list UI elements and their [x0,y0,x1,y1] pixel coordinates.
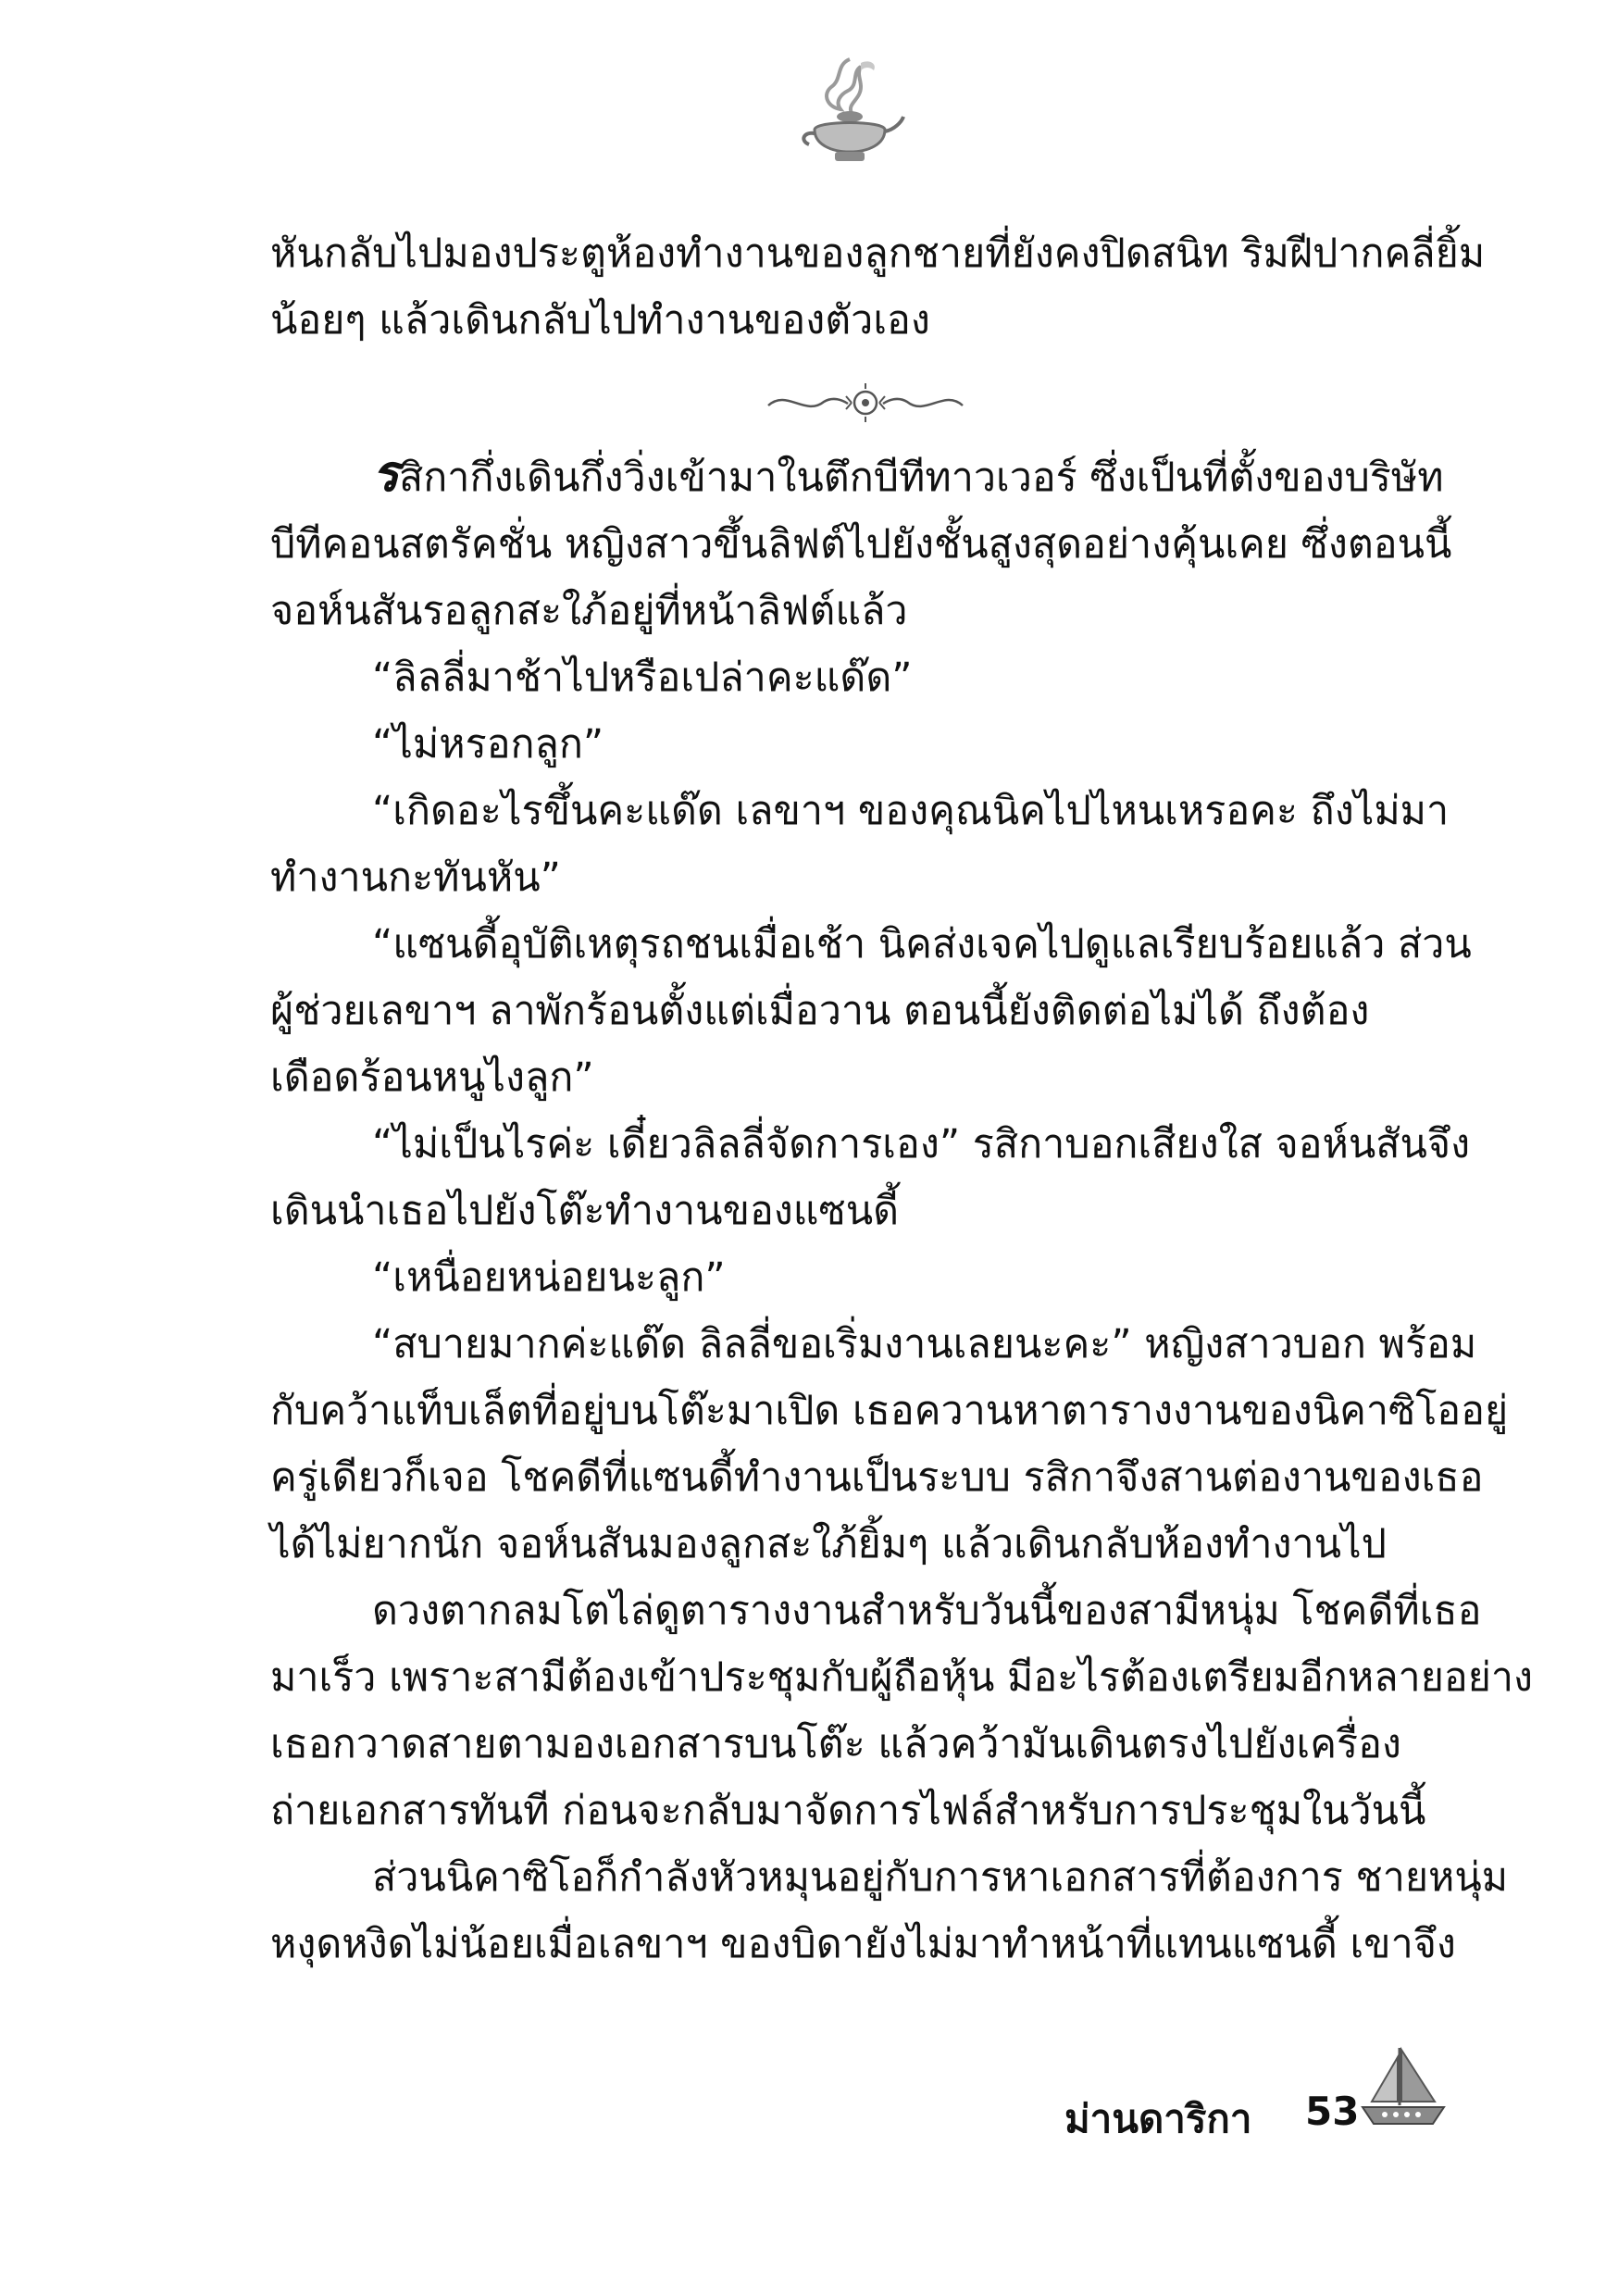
magic-lamp-icon [794,52,905,172]
text-line: กับคว้าแท็บเล็ตที่อยู่บนโต๊ะมาเปิด เธอควานหาตารางงานของนิคาซิโออยู่ [270,1388,1509,1434]
text-line: น้อยๆ แล้วเดินกลับไปทำงานของตัวเอง [270,297,930,343]
text-line: จอห์นสันรอลูกสะใภ้อยู่ที่หน้าลิฟต์แล้ว [270,588,908,634]
dialogue-line: “เกิดอะไรขึ้นคะแด๊ด เลขาฯ ของคุณนิคไปไหนเหรอคะ ถึงไม่มา [372,788,1450,834]
paragraph-continued [270,220,1486,354]
sailboat-icon [1357,2040,1450,2133]
dialogue-line: “ไม่หรอกลูก” [372,721,604,767]
text-line: ส่วนนิคาซิโอก็กำลังหัวหมุนอยู่กับการหาเอกสารที่ต้องการ ชายหนุ่ม [372,1854,1509,1901]
dialogue-line: “สบายมากค่ะแด๊ด ลิลลี่ขอเริ่มงานเลยนะคะ” หญิงสาวบอก พร้อม [372,1321,1477,1367]
text-line: ครู่เดียวก็เจอ โชคดีที่แซนดี้ทำงานเป็นระบบ รสิกาจึงสานต่องานของเธอ [270,1454,1484,1501]
dialogue-line: “ลิลลี่มาช้าไปหรือเปล่าคะแด๊ด” [372,655,913,701]
text-line: ผู้ช่วยเลขาฯ ลาพักร้อนตั้งแต่เมื่อวาน ตอนนี้ยังติดต่อไม่ได้ ถึงต้อง [270,988,1370,1034]
page-number: 53 [1305,2089,1360,2134]
dialogue-line: “แซนดี้อุบัติเหตุรถชนเมื่อเช้า นิคส่งเจคไปดูแลเรียบร้อยแล้ว ส่วน [372,921,1472,967]
text-line: เดินนำเธอไปยังโต๊ะทำงานของแซนดี้ [270,1188,900,1234]
text-line: ดวงตากลมโตไล่ดูตารางงานสำหรับวันนี้ของสามีหนุ่ม โชคดีที่เธอ [372,1588,1482,1634]
drop-cap: ร [372,444,400,503]
text-line-first-rest: สิกากึ่งเดินกึ่งวิ่งเข้ามาในตึกบีทีทาวเวอร์ ซึ่งเป็นที่ตั้งของบริษัท [399,455,1444,501]
text-line: หันกลับไปมองประตูห้องทำงานของลูกชายที่ยังคงปิดสนิท ริมฝีปากคลี่ยิ้ม [270,231,1486,277]
text-line: เดือดร้อนหนูไงลูก” [270,1054,594,1101]
text-line: เธอกวาดสายตามองเอกสารบนโต๊ะ แล้วคว้ามันเดินตรงไปยังเครื่อง [270,1721,1401,1767]
dialogue-line: “เหนื่อยหน่อยนะลูก” [372,1254,726,1301]
text-line: ทำงานกะทันหัน” [270,855,561,901]
text-line: หงุดหงิดไม่น้อยเมื่อเลขาฯ ของบิดายังไม่มาทำหน้าที่แทนแซนดี้ เขาจึง [270,1921,1456,1967]
section-divider-ornament [759,380,972,426]
text-line: ถ่ายเอกสารทันที ก่อนจะกลับมาจัดการไฟล์สำหรับการประชุมในวันนี้ [270,1788,1426,1834]
text-line: มาเร็ว เพราะสามีต้องเข้าประชุมกับผู้ถือหุ้น มีอะไรต้องเตรียมอีกหลายอย่าง [270,1654,1534,1701]
book-title-footer: ม่านดาริกา [1064,2096,1252,2141]
text-line-first [270,441,1474,511]
text-line: ได้ไม่ยากนัก จอห์นสันมองลูกสะใภ้ยิ้มๆ แล้วเดินกลับห้องทำงานไป [270,1521,1387,1567]
dialogue-line: “ไม่เป็นไรค่ะ เดี๋ยวลิลลี่จัดการเอง” รสิกาบอกเสียงใส จอห์นสันจึง [372,1121,1471,1167]
text-line: บีทีคอนสตรัคชั่น หญิงสาวขึ้นลิฟต์ไปยังชั้นสูงสุดอย่างคุ้นเคย ซึ่งตอนนี้ [270,521,1452,568]
main-text [270,441,1534,1978]
